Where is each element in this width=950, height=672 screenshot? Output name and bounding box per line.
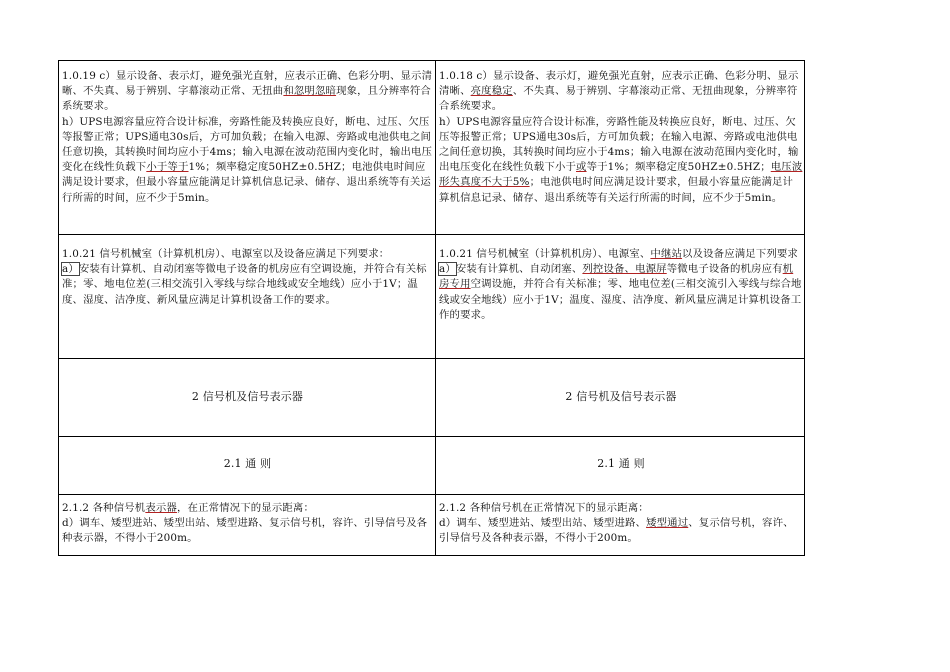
comparison-table (58, 60, 805, 556)
cell-left-1.0.21: 1.0.21 信号机械室（计算机机房）、电源室以及设备应满足下列要求： a）安装有计算机、自动闭塞等微电子设备的机房应有空调设施，并符合有关标准；零、地电位差(三相交流引入零线与综合地线或安全地线）应小于1V；温度、湿度、洁净度、新风量应满足计算机设备工作的要求。 (62, 248, 427, 306)
cell-right-2.1.2: 2.1.2 各种信号机在正常情况下的显示距离： d）调车、矮型进站、矮型出站、矮型进路、矮型通过、复示信号机，容许、引导信号及各种表示器，不得小于200m。 (439, 502, 794, 545)
row-divider (59, 234, 804, 235)
section-heading-left: 2 信号机及信号表示器 (191, 390, 304, 403)
section-heading-right: 2 信号机及信号表示器 (565, 390, 677, 403)
row-divider (59, 436, 804, 437)
row-divider (59, 358, 804, 359)
column-divider (435, 61, 436, 555)
cell-right-1.0.18: 1.0.18 c）显示设备、表示灯，避免强光直射，应表示正确、色彩分明、显示清晰、亮度稳定、不失真、易于辨别、字幕滚动正常、无扭曲现象，分辨率符合系统要求。 h）UPS电源容量应符合设计标准，旁路性能及转换应良好，断电、过压、欠压等报警正常；UPS通电30s后，方可加负载；在输入电源、旁路或电池供电之间任意切换，其转换时间均应小于4ms；输入电源在波动范围内变化时，输出电压变化在线性负载下小于或等于1%；频率稳定度50HZ±0.5HZ；电压波形失真度不大于5%；电池供电时间应满足设计要求，但最小容量应能满足计算机信息记录、储存、退出系统等有关运行所需的时间，应不少于5min。 (439, 70, 803, 204)
subsection-heading-left: 2.1 通 则 (223, 457, 272, 470)
cell-left-2.1.2: 2.1.2 各种信号机表示器，在正常情况下的显示距离： d）调车、矮型进站、矮型出站、矮型进路、复示信号机，容许、引导信号及各种表示器，不得小于200m。 (62, 502, 428, 545)
subsection-heading-right: 2.1 通 则 (597, 457, 645, 470)
row-divider (59, 494, 804, 495)
cell-right-1.0.21: 1.0.21 信号机械室（计算机机房）、电源室、中继站以及设备应满足下列要求 a）安装有计算机、自动闭塞、列控设备、电源屏等微电子设备的机房应有机房专用空调设施，并符合有关标准；零、地电位差(三相交流引入零线与综合地线或安全地线）应小于1V；温度、湿度、洁净度、新风量应满足计算机设备工作的要求。 (439, 248, 802, 321)
cell-left-1.0.19: 1.0.19 c）显示设备、表示灯，避免强光直射，应表示正确、色彩分明、显示清晰、不失真、易于辨别、字幕滚动正常、无扭曲和忽明忽暗现象，且分辨率符合系统要求。 h）UPS电源容量应符合设计标准，旁路性能及转换应良好，断电、过压、欠压等报警正常；UPS通电30s后，方可加负载；在输入电源、旁路或电池供电之间任意切换，其转换时间均应小于4ms；输入电源在波动范围内变化时，输出电压变化在线性负载下小于等于1%；频率稳定度50HZ±0.5HZ；电池供电时间应满足设计要求，但最小容量应能满足计算机信息记录、储存、退出系统等有关运行所需的时间，应不少于5min。 (62, 70, 433, 204)
